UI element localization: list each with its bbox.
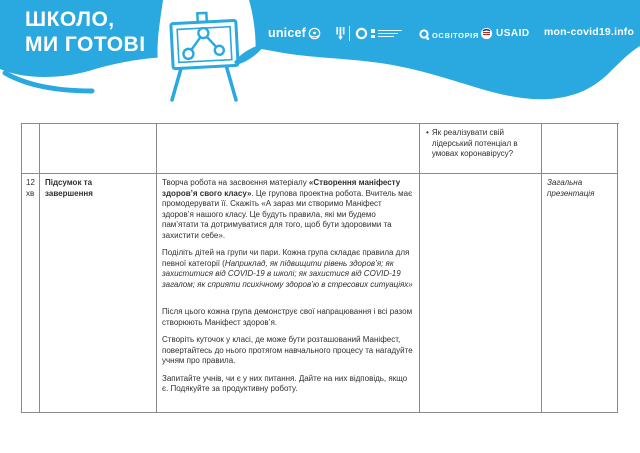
osvitoria-logo-label: ОСВІТОРІЯ (432, 30, 479, 40)
lesson-table (21, 123, 619, 413)
bullet-marker: • (426, 128, 429, 137)
usaid-logo-label: USAID (496, 28, 530, 39)
graph-node-2 (198, 28, 209, 39)
usaid-seal-icon (480, 27, 493, 40)
content-paragraph: Творча робота на засвоєння матеріалу «Створення маніфесту здоров’я свого класу». Це групова проектна робота. Вчитель має промодерувати її. Скажіть «А зараз ми створимо Маніфест здоров’я нашого класу. Це будуть правила, які ми будемо пам’ятати та дотримуватися для того, щоб бути здоровими та захистити себе». (162, 178, 413, 240)
cell-materials: Загальна презентація (542, 174, 618, 413)
cell-content (157, 174, 420, 413)
unicef-globe-icon (308, 27, 321, 40)
cell-time: 12 хв (22, 174, 40, 413)
content-paragraph: Поділіть дітей на групи чи пари. Кожна група складає правила для певної категорії (Наприклад, як підвищити рівень здоров’я; як захиститися від COVID-19 в школі; як захистися від COVID-19 загалом; як сприяти психічному здоров’ю в стресових ситуаціях» (162, 248, 413, 289)
osvitoria-logo (419, 29, 479, 41)
brand-title-line1: ШКОЛО, (25, 8, 115, 31)
osvitoria-ring-icon (419, 29, 430, 41)
ministry-emblem-squares (371, 29, 375, 38)
content-paragraph: Створіть куточок у класі, де може бути розташований Маніфест, повертайтесь до нього протягом навчального процесу та нагадуйте учням про правила. (162, 335, 413, 365)
unicef-logo-label: unicef (268, 26, 307, 40)
question-text: Як реалізувати свій лідерський потенціал в умовах коронавірусу? (431, 128, 518, 158)
logo-separator (349, 26, 350, 41)
intro-cell-stage (40, 124, 157, 174)
brand-title-line2: МИ ГОТОВІ (25, 33, 146, 56)
intro-cell-content (157, 124, 420, 174)
ministry-emblem-icon (355, 27, 368, 40)
intro-cell-question (420, 124, 542, 174)
content-paragraph: Запитайте учнів, чи є у них питання. Дайте на них відповідь, якщо є. Подякуйте за продуктивну роботу. (162, 373, 408, 393)
content-paragraphs (162, 178, 414, 395)
cell-question-empty (420, 174, 542, 413)
cell-stage (40, 174, 157, 413)
header-banner (0, 0, 640, 115)
trident-glyph (336, 27, 345, 40)
ministry-logo (355, 27, 402, 40)
trident-icon (336, 27, 345, 40)
ministry-logo-textlines (378, 30, 402, 38)
intro-cell-materials (542, 124, 618, 174)
website-label: mon-covid19.info (544, 26, 635, 38)
content-paragraph: Після цього кожна група демонструє свої напрацювання і всі разом створюють Маніфест здоров’я. (162, 307, 413, 327)
intro-cell-time (22, 124, 40, 174)
unicef-logo (268, 26, 321, 40)
usaid-logo (480, 27, 530, 40)
stage-label: Підсумок та завершення (45, 178, 93, 198)
graph-node-3 (215, 46, 224, 55)
brand-title (25, 7, 146, 57)
graph-node-1 (183, 49, 194, 60)
